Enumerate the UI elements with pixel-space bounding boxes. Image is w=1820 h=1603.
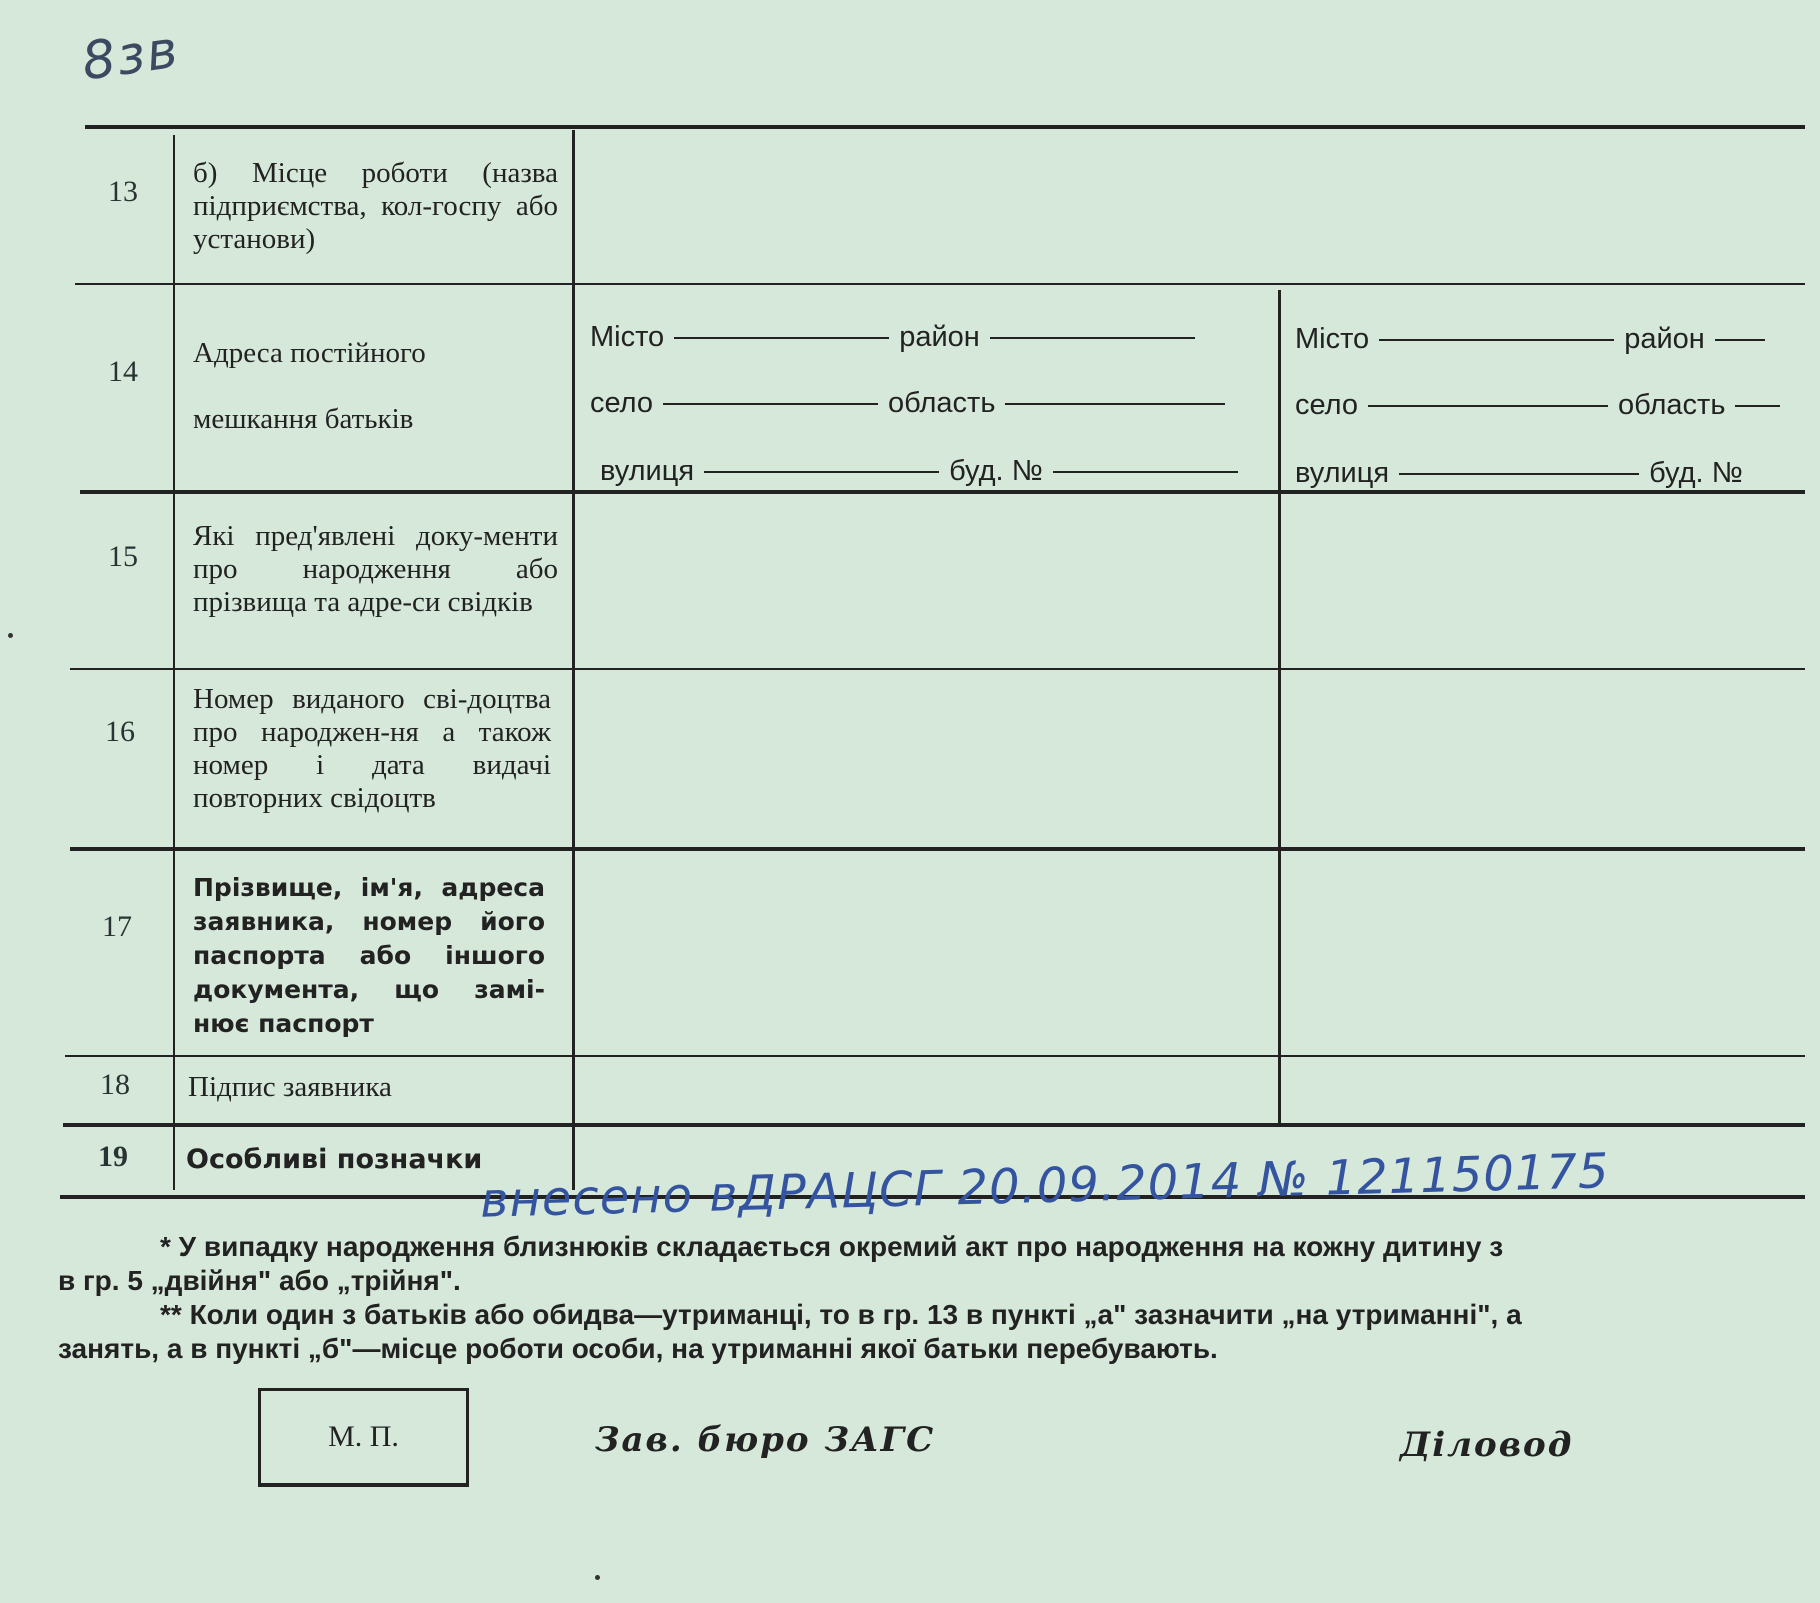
row-label-signature: Підпис заявника (188, 1071, 392, 1103)
footnote-dependents-line2: занять, а в пункті „б"—місце роботи особи, на утриманні якої батьки перебувають. (58, 1333, 1218, 1364)
address-city-right: Місто район (1295, 323, 1775, 356)
row-label-applicant: Прізвище, ім'я, адреса заявника, номер його паспорта або іншого документа, що замі-нює паспорт (193, 873, 545, 1038)
row-label-workplace: б) Місце роботи (назва підприємства, кол-госпу або установи) (193, 157, 558, 255)
rule-row-15 (70, 668, 1805, 670)
row-number: 13 (108, 175, 138, 208)
rule-row-16 (70, 847, 1805, 851)
row-label-address-line1: Адреса постійного (193, 337, 426, 369)
footnote-dependents-line1: ** Коли один з батьків або обидва—утриманці, то в гр. 13 в пункті „а" зазначити „на утриманні", а (160, 1299, 1522, 1330)
footnote-twins-line2: в гр. 5 „двійня" або „трійня". (58, 1265, 461, 1296)
address-street-right: вулиця буд. № (1295, 457, 1743, 489)
footnote-twins-line1: * У випадку народження близнюків складається окремий акт про народження на кожну дитину з (160, 1231, 1504, 1262)
rule-row-17 (65, 1055, 1805, 1057)
col-divider-number (173, 135, 175, 1190)
signature-clerk: Діловод (1400, 1425, 1574, 1465)
corner-handwritten-note: 8зв (78, 19, 184, 93)
address-village-left: село область (590, 387, 1235, 420)
signature-head-of-bureau: Зав. бюро ЗАГС (595, 1420, 936, 1460)
row-label-documents: Які пред'явлені доку-менти про народження або прізвища та адре-си свідків (193, 520, 558, 618)
stamp-placeholder: М. П. (258, 1388, 469, 1487)
row-number: 14 (108, 355, 138, 388)
col-divider-parents (1278, 290, 1281, 1125)
handwritten-registration-note: внесено вДРАЦСГ 20.09.2014 № 121150175 (479, 1143, 1611, 1229)
row-number: 17 (102, 910, 132, 943)
paper-speck (8, 633, 13, 638)
rule-row-14 (80, 490, 1805, 494)
row-label-certificate-number: Номер виданого сві-доцтва про народжен-ня а також номер і дата видачі повторних свідоцтв (193, 683, 551, 814)
row-label-special-notes: Особливі позначки (186, 1144, 483, 1175)
paper-speck (595, 1575, 600, 1580)
address-city-left: Місто район (590, 321, 1205, 354)
row-number: 16 (105, 715, 135, 748)
rule-top (85, 125, 1805, 129)
rule-row-13 (75, 283, 1805, 285)
address-village-right: село область (1295, 389, 1790, 422)
col-divider-label (572, 130, 575, 1190)
address-street-left: вулиця буд. № (600, 455, 1248, 488)
row-number: 18 (100, 1068, 130, 1101)
rule-row-18 (63, 1123, 1805, 1127)
registration-form-table (85, 125, 1805, 1195)
row-number: 19 (98, 1140, 128, 1173)
row-number: 15 (108, 540, 138, 573)
row-label-address-line2: мешкання батьків (193, 403, 414, 435)
